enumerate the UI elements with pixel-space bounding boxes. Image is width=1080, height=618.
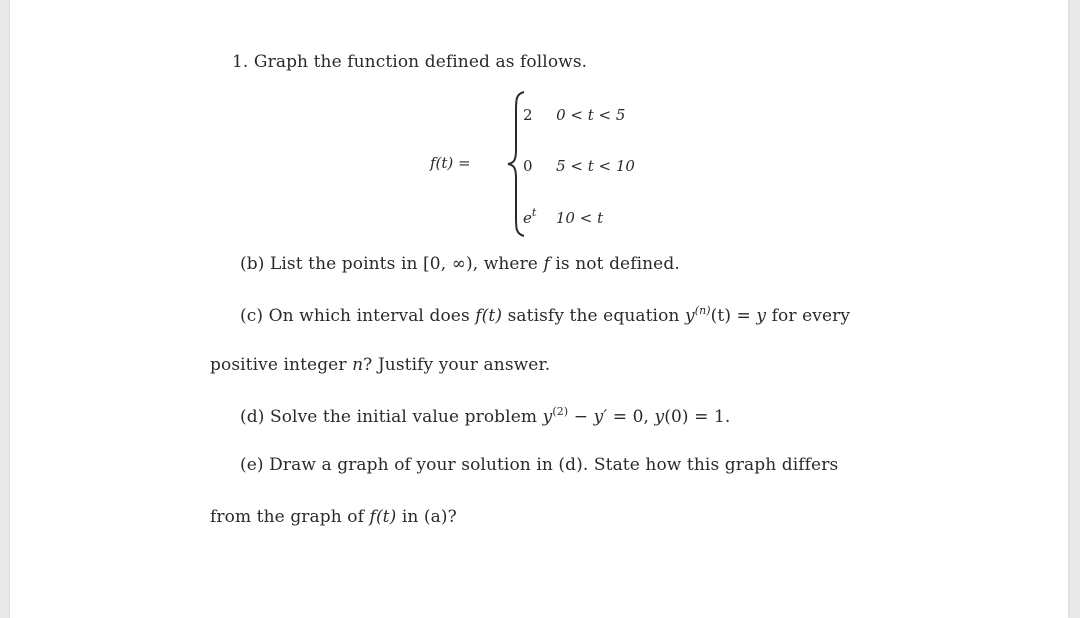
part-e-line-2: from the graph of f(t) in (a)? — [210, 507, 457, 527]
case-row-3 — [523, 206, 603, 227]
part-c-line-2: positive integer n? Justify your answer. — [210, 355, 551, 375]
case-3-condition: 10 < t — [555, 209, 604, 227]
function-lhs: f(t) = — [430, 154, 471, 172]
case-row-1 — [523, 106, 625, 124]
case-2-value: 0 — [523, 157, 533, 175]
part-b: (b) List the points in [0, ∞), where f is not defined. — [240, 254, 680, 274]
part-e-line-1: (e) Draw a graph of your solution in (d). State how this graph differs — [240, 455, 839, 475]
case-row-2 — [523, 157, 635, 175]
part-c-line-1: (c) On which interval does f(t) satisfy the equation $y^{(n)}(t) = y$ for every — [240, 304, 851, 326]
document-page — [10, 0, 1068, 618]
case-1-condition: 0 < t < 5 — [556, 106, 626, 124]
case-2-condition: 5 < t < 10 — [556, 157, 635, 175]
case-3-value: $e^t$ — [523, 206, 537, 227]
part-d: (d) Solve the initial value problem $y^{(2)} - y' = 0$, y(0) = 1. — [240, 405, 731, 427]
case-1-value: 2 — [523, 106, 533, 124]
problem-heading: 1. Graph the function defined as follows. — [232, 52, 588, 72]
